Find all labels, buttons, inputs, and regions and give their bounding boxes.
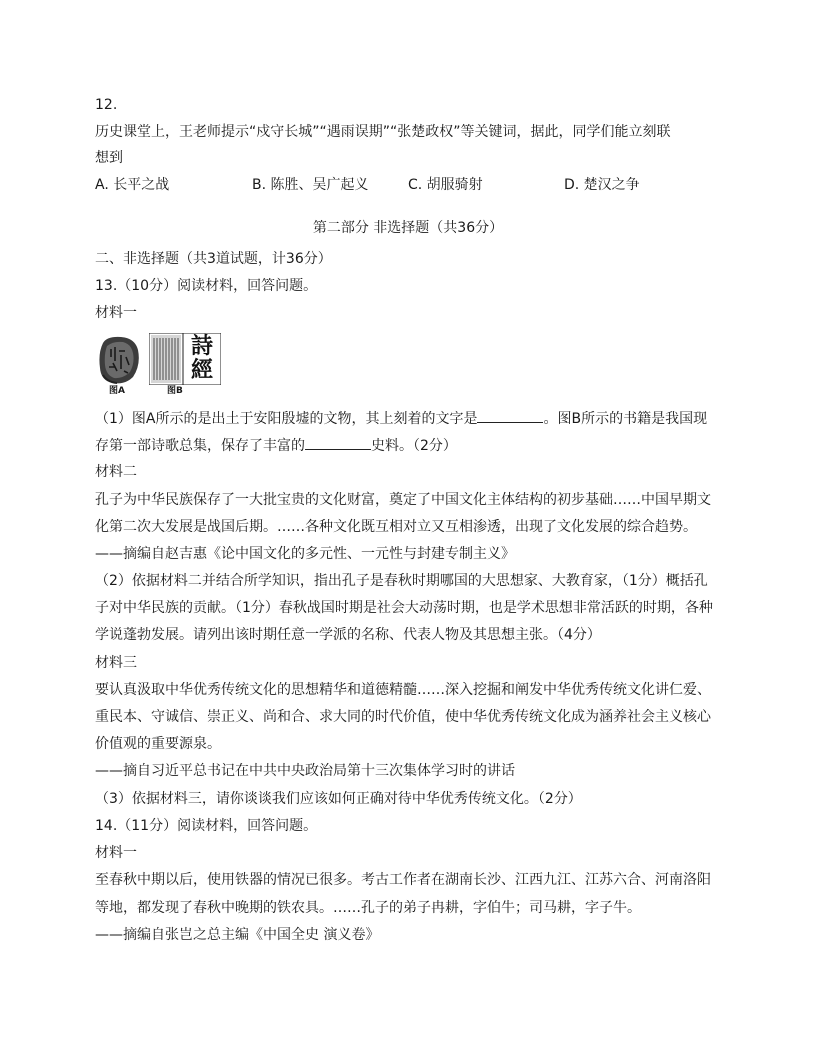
part-two-title: 第二部分 非选择题（共36分） [312, 220, 504, 236]
q13-material-3-line1: 要认真汲取中华优秀传统文化的思想精华和道德精髓……深入挖掘和阐发中华优秀传统文化讲仁爱、 [95, 682, 711, 698]
q13-material-1-label: 材料一 [95, 305, 137, 321]
question-13-header: 13.（10分）阅读材料，回答问题。 [95, 278, 318, 294]
q13-part1-text-c: 存第一部诗歌总集，保存了丰富的 [95, 438, 305, 454]
q13-material-3-label: 材料三 [95, 655, 137, 671]
q13-part2-line3: 学说蓬勃发展。请列出该时期任意一学派的名称、代表人物及其思想主张。（4分） [95, 627, 601, 643]
q14-material-1-label: 材料一 [95, 845, 137, 861]
figure-b-caption: 图B [167, 386, 183, 396]
question-12-number: 12. [95, 97, 118, 113]
q13-material-3-line3: 价值观的重要源泉。 [95, 736, 221, 752]
q13-part2-line2: 子对中华民族的贡献。（1分）春秋战国时期是社会大动荡时期，也是学术思想非常活跃的时期，各种 [95, 600, 713, 616]
q14-material-1-source: ——摘编自张岂之总主编《中国全史 演义卷》 [95, 927, 380, 943]
q14-material-1-line2: 等地，都发现了春秋中晚期的铁农具。……孔子的弟子冉耕，字伯牛；司马耕，字子牛。 [95, 900, 641, 916]
q13-part2-line1: （2）依据材料二并结合所学知识，指出孔子是春秋时期哪国的大思想家、大教育家，（1分）概括孔 [95, 573, 708, 589]
q13-material-2-source: ——摘编自赵吉惠《论中国文化的多元性、一元性与封建专制主义》 [95, 546, 515, 562]
q13-part3-line: （3）依据材料三，请你谈谈我们应该如何正确对待中华优秀传统文化。（2分） [95, 791, 582, 807]
answer-blank-1 [477, 408, 543, 423]
question-12-stem-line1: 历史课堂上，王老师提示“戍守长城”“遇雨误期”“张楚政权”等关键词，据此，同学们能立刻联 [95, 124, 671, 140]
book-title-char-2: 經 [190, 357, 213, 383]
q13-part1-line2 [95, 435, 457, 456]
book-of-songs-figure [149, 333, 221, 385]
option-a: A. 长平之战 [95, 177, 170, 193]
q13-material-3-line2: 重民本、守诚信、崇正义、尚和合、求大同的时代价值，使中华优秀传统文化成为涵养社会主义核心 [95, 709, 711, 725]
option-b: B. 陈胜、吴广起义 [252, 177, 369, 193]
option-d: D. 楚汉之争 [564, 177, 640, 193]
q13-material-2-line1: 孔子为中华民族保存了一大批宝贵的文化财富，奠定了中国文化主体结构的初步基础……中国早期文 [95, 492, 711, 508]
option-c: C. 胡服骑射 [408, 177, 483, 193]
q13-part1-text-b: 。图B所示的书籍是我国现 [543, 411, 708, 427]
book-title-char-1: 詩 [190, 333, 213, 359]
answer-blank-2 [305, 435, 371, 450]
q14-material-1-line1: 至春秋中期以后，使用铁器的情况已很多。考古工作者在湖南长沙、江西九江、江苏六合、河南洛阳 [95, 872, 711, 888]
oracle-bone-figure [97, 335, 141, 385]
q13-part1-line1 [95, 408, 707, 429]
q13-material-2-label: 材料二 [95, 464, 137, 480]
question-14-header: 14.（11分）阅读材料，回答问题。 [95, 818, 318, 834]
q13-material-2-line2: 化第二次大发展是战国后期。……各种文化既互相对立又互相渗透，出现了文化发展的综合趋势。 [95, 519, 697, 535]
question-12-stem-line2: 想到 [95, 150, 123, 166]
q13-material-3-source: ——摘自习近平总书记在中共中央政治局第十三次集体学习时的讲话 [95, 763, 515, 779]
q13-figures [97, 333, 222, 398]
figure-a-caption: 图A [109, 386, 125, 396]
q13-part1-text-d: 史料。（2分） [371, 438, 457, 454]
q13-part1-text-a: （1）图A所示的是出土于安阳殷墟的文物，其上刻着的文字是 [95, 411, 478, 427]
section-two-heading: 二、非选择题（共3道试题，计36分） [95, 251, 332, 267]
